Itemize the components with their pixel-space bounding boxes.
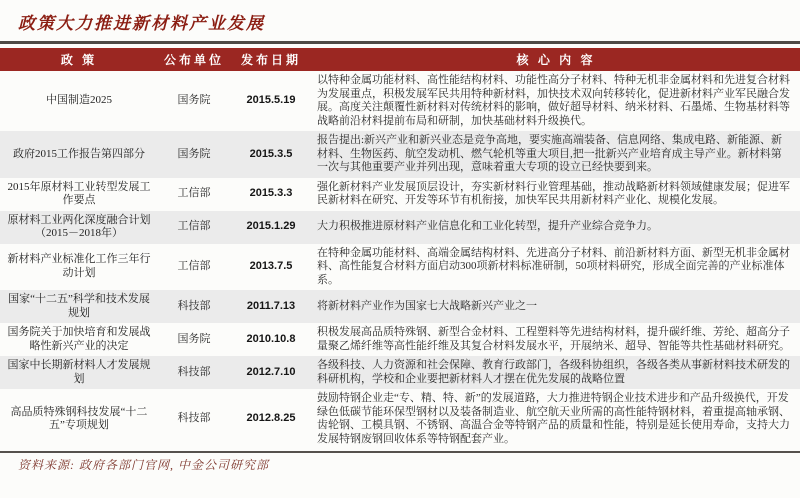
table-row bbox=[0, 389, 800, 449]
core-content: 积极发展高品质特殊钢、新型合金材料、工程塑料等先进结构材料，提升碳纤维、芳纶、超高分子量聚乙烯纤维等高性能纤维及其复合材料发展水平，开展纳米、超导、智能等共性基础材料研究。 bbox=[317, 326, 790, 352]
table-row bbox=[0, 211, 800, 244]
policy-name: 原材料工业两化深度融合计划（2015－2018年） bbox=[7, 213, 151, 239]
table-row bbox=[0, 244, 800, 291]
publishing-agency: 科技部 bbox=[177, 365, 211, 378]
core-content: 报告提出:新兴产业和新兴业态是竞争高地，要实施高端装备、信息网络、集成电路、新能源、新材料、生物医药、航空发动机、燃气轮机等重大项目,把一批新兴产业培育成主导产业。新材料第一次与其他重要产业并列出现，意味着重大专项的设立已经快要到来。 bbox=[317, 134, 783, 173]
core-content: 强化新材料产业发展顶层设计，夯实新材料行业管理基础，推动战略新材料领域健康发展；促进军民新材料在研究、开发等环节有机衔接，加快军民共用新材料产业化、规模化发展。 bbox=[317, 180, 790, 206]
title-row bbox=[0, 0, 800, 38]
table-row bbox=[0, 290, 800, 323]
header-policy: 政 策 bbox=[60, 53, 98, 67]
policy-name: 高品质特殊钢科技发展“十二五”专项规划 bbox=[10, 405, 148, 431]
policy-name: 国务院关于加快培育和发展战略性新兴产业的决定 bbox=[7, 326, 151, 352]
policy-name: 国家中长期新材料人才发展规划 bbox=[7, 359, 151, 385]
publishing-agency: 工信部 bbox=[177, 187, 211, 200]
header-agency: 公布单位 bbox=[163, 53, 224, 67]
table-row bbox=[0, 71, 800, 131]
title-divider bbox=[0, 41, 800, 44]
table-row bbox=[0, 178, 800, 211]
policy-name: 中国制造2025 bbox=[46, 94, 112, 107]
publishing-agency: 工信部 bbox=[177, 260, 211, 272]
table-row bbox=[0, 323, 800, 356]
policy-table bbox=[0, 48, 800, 449]
core-content: 鼓励特钢企业走“专、精、特、新”的发展道路，大力推进特钢企业技术进步和产品升级换代，开发绿色低碳节能环保型钢材以及装备制造业、航空航天业所需的高性能特钢材料，着重提高轴承钢、齿轮钢、工模具钢、不锈钢、高温合金等特钢产品的质量和性能，特别是延长使用寿命，支持大力发展特钢废钢回收体系等特钢配套产业。 bbox=[317, 392, 790, 445]
table-row bbox=[0, 131, 800, 178]
core-content: 在特种金属功能材料、高端金属结构材料、先进高分子材料、前沿新材料方面、新型无机非金属材料、高性能复合材料方面启动300项新材料标准研制，50项材料研究，形成全面完善的产业标准体系。 bbox=[317, 246, 790, 286]
publish-date: 2015.5.19 bbox=[246, 94, 296, 107]
publishing-agency: 国务院 bbox=[177, 94, 211, 107]
publish-date: 2011.7.13 bbox=[246, 299, 296, 312]
source-row bbox=[0, 453, 800, 477]
publish-date: 2015.1.29 bbox=[246, 220, 296, 233]
publishing-agency: 科技部 bbox=[177, 299, 211, 312]
table-body bbox=[0, 71, 800, 449]
policy-name: 新材料产业标准化工作三年行动计划 bbox=[7, 253, 151, 279]
publish-date: 2012.8.25 bbox=[246, 412, 296, 425]
policy-name: 政府2015工作报告第四部分 bbox=[13, 147, 145, 160]
publishing-agency: 国务院 bbox=[177, 147, 211, 160]
core-content: 以特种金属功能材料、高性能结构材料、功能性高分子材料、特种无机非金属材料和先进复合材料为发展重点，积极发展军民共用特种新材料，加快技术双向转移转化，促进新材料产业军民融合发展。高度关注颠覆性新材料对传统材料的影响，做好超导材料、纳米材料、石墨烯、生物基材料等战略前沿材料提前布局和研制，加快基础材料升级换代。 bbox=[317, 74, 790, 127]
publish-date: 2015.3.3 bbox=[249, 187, 293, 200]
table-row bbox=[0, 356, 800, 389]
figure-title: 政策大力推进新材料产业发展 bbox=[18, 14, 265, 33]
publish-date: 2010.10.8 bbox=[246, 332, 296, 345]
publishing-agency: 科技部 bbox=[177, 412, 211, 425]
core-content: 大力积极推进原材料产业信息化和工业化转型，提升产业综合竞争力。 bbox=[317, 220, 658, 233]
core-content: 将新材料产业作为国家七大战略新兴产业之一 bbox=[317, 299, 537, 312]
table-header-row bbox=[0, 48, 800, 71]
publish-date: 2013.7.5 bbox=[249, 260, 293, 272]
publishing-agency: 工信部 bbox=[177, 220, 211, 233]
publishing-agency: 国务院 bbox=[177, 332, 211, 345]
source-note: 资料来源: 政府各部门官网, 中金公司研究部 bbox=[18, 458, 269, 472]
core-content: 各级科技、人力资源和社会保障、教育行政部门，各级科协组织，各级各类从事新材料技术研发的科研机构，学校和企业要把新材料人才摆在优先发展的战略位置 bbox=[317, 359, 790, 385]
header-date: 发布日期 bbox=[240, 53, 301, 67]
header-content: 核 心 内 容 bbox=[516, 53, 596, 67]
policy-name: 国家“十二五”科学和技术发展规划 bbox=[8, 293, 150, 319]
publish-date: 2012.7.10 bbox=[246, 365, 296, 378]
policy-name: 2015年原材料工业转型发展工作要点 bbox=[7, 180, 151, 206]
publish-date: 2015.3.5 bbox=[249, 147, 293, 160]
